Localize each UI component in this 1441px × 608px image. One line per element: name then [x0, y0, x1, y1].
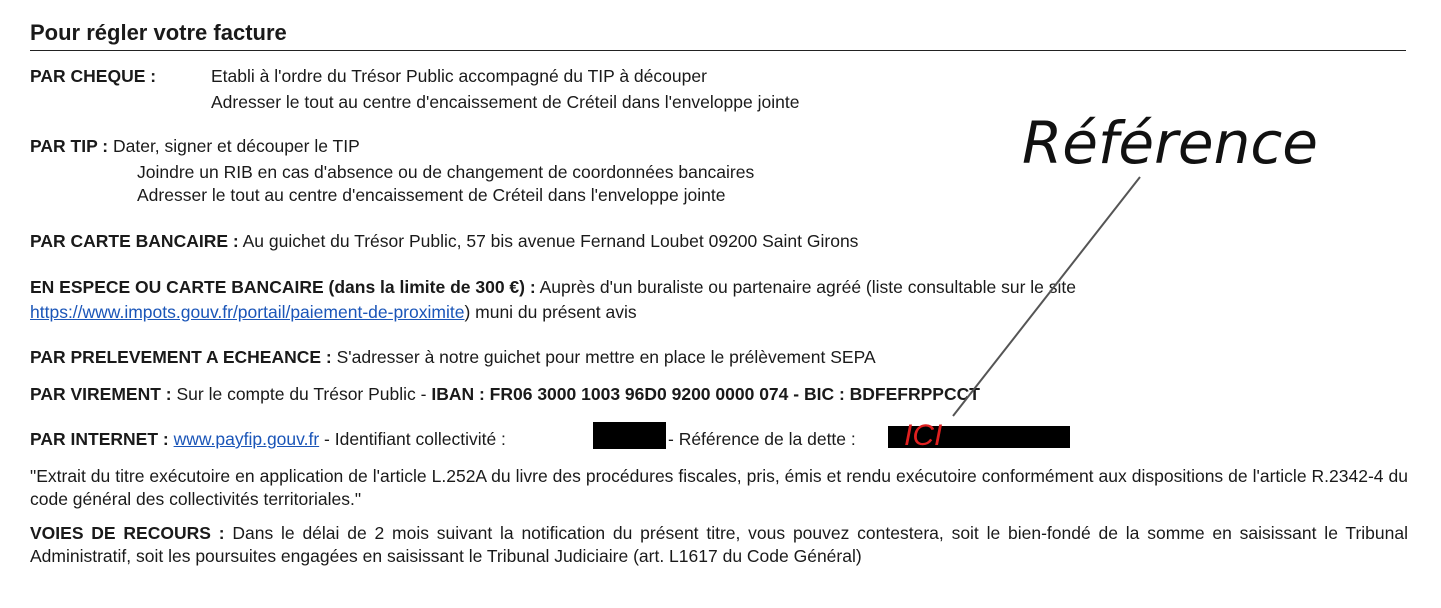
internet-label: PAR INTERNET : — [30, 429, 169, 449]
iban-bic: IBAN : FR06 3000 1003 96D0 9200 0000 074 - BIC : BDFEFRPPCCT — [431, 384, 980, 404]
prelevement-text: S'adresser à notre guichet pour mettre en place le prélèvement SEPA — [336, 347, 876, 367]
cheque-line-2: Adresser le tout au centre d'encaissement de Créteil dans l'enveloppe jointe — [211, 92, 800, 112]
reference-dette-label: - Référence de la dette : — [668, 429, 856, 449]
recours-label: VOIES DE RECOURS : — [30, 523, 225, 543]
tip-line-2: Joindre un RIB en cas d'absence ou de changement de coordonnées bancaires — [137, 162, 755, 182]
carte-label: PAR CARTE BANCAIRE : — [30, 231, 239, 251]
paiement-proximite-link[interactable]: https://www.impots.gouv.fr/portail/paiement-de-proximite — [30, 302, 465, 322]
espece-label: EN ESPECE OU CARTE BANCAIRE (dans la limite de 300 €) : — [30, 277, 536, 297]
page-title: Pour régler votre facture — [30, 20, 287, 45]
payfip-link[interactable]: www.payfip.gouv.fr — [173, 429, 320, 449]
identifiant-collectivite-label: - Identifiant collectivité : — [324, 429, 506, 449]
tip-line-3: Adresser le tout au centre d'encaissement de Créteil dans l'enveloppe jointe — [137, 185, 726, 205]
extrait-paragraph: "Extrait du titre exécutoire en application de l'article L.252A du livre des procédures fiscales, pris, émis et rendu exécutoire conformément aux dispositions de l'article R.2342-4 du code général des collectivités territoriales." — [30, 466, 1408, 509]
ici-annotation: ICI — [904, 419, 943, 452]
carte-text: Au guichet du Trésor Public, 57 bis avenue Fernand Loubet 09200 Saint Girons — [242, 231, 859, 251]
reference-annotation: Référence — [1022, 109, 1318, 177]
espece-after-link: ) muni du présent avis — [464, 302, 637, 322]
cheque-line-1: Etabli à l'ordre du Trésor Public accompagné du TIP à découper — [211, 66, 707, 86]
prelevement-label: PAR PRELEVEMENT A ECHEANCE : — [30, 347, 332, 367]
cheque-label: PAR CHEQUE : — [30, 66, 157, 86]
recours-text: Dans le délai de 2 mois suivant la notification du présent titre, vous pouvez contestera, soit le bien-fondé de la somme en saisissant le Tribunal Administratif, soit les poursuites engagées en saisissant le Tribunal Judiciaire (art. L1617 du Code Général) — [30, 523, 1408, 566]
tip-line-1: Dater, signer et découper le TIP — [112, 136, 360, 156]
virement-text: Sur le compte du Trésor Public - — [176, 384, 427, 404]
espece-text: Auprès d'un buraliste ou partenaire agréé (liste consultable sur le site — [539, 277, 1077, 297]
virement-label: PAR VIREMENT : — [30, 384, 172, 404]
tip-label: PAR TIP : — [30, 136, 109, 156]
